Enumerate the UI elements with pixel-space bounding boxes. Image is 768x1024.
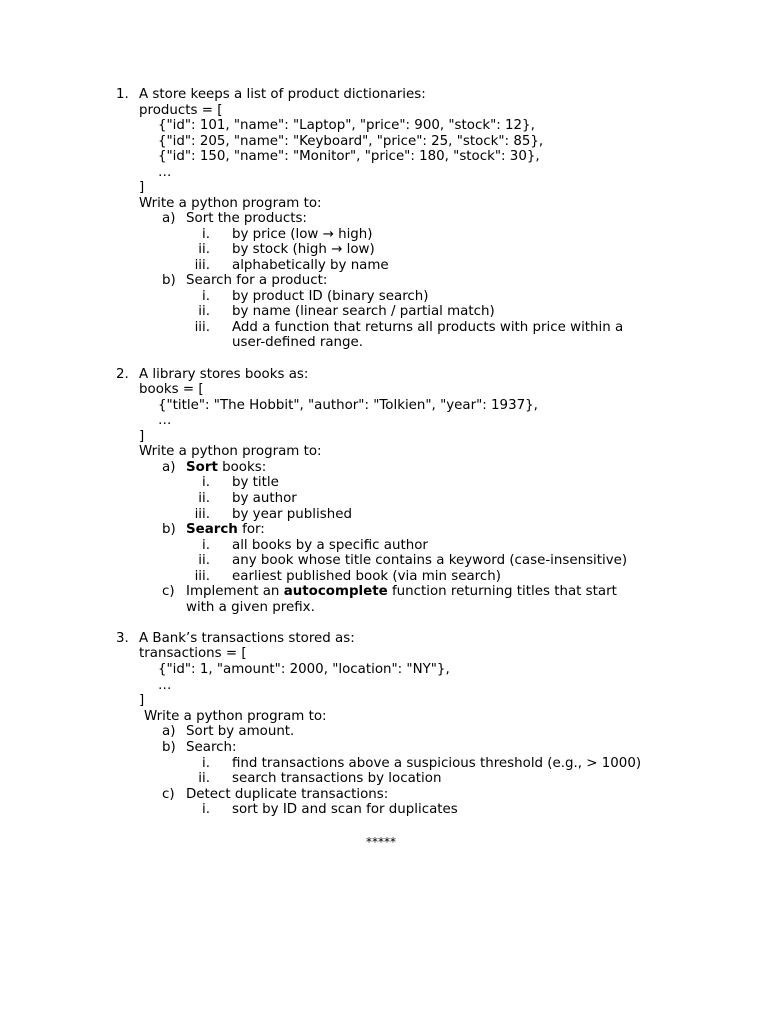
roman-marker: i. (202, 475, 210, 490)
roman-marker: iii. (194, 569, 210, 584)
instruction-line: Write a python program to: (144, 709, 327, 724)
roman-marker: iii. (194, 507, 210, 522)
question-number: 1. (116, 87, 129, 102)
roman-marker: i. (202, 802, 210, 817)
roman-marker: iii. (194, 258, 210, 273)
subitem-marker: a) (162, 460, 176, 475)
instruction-line: Write a python program to: (139, 444, 322, 459)
roman-item-text: by name (linear search / partial match) (232, 304, 495, 319)
code-line: books = [ (139, 382, 204, 397)
roman-item-text: by stock (high → low) (232, 242, 375, 257)
roman-item-text: by author (232, 491, 297, 506)
roman-marker: ii. (198, 771, 210, 786)
roman-marker: ii. (198, 242, 210, 257)
code-line: {"title": "The Hobbit", "author": "Tolkien", "year": 1937}, (158, 398, 538, 413)
subitem-post: function returning titles that start (387, 584, 617, 599)
roman-marker: i. (202, 538, 210, 553)
bold-keyword: Sort (186, 460, 218, 475)
subitem-marker: b) (162, 522, 176, 537)
roman-item-text: by title (232, 475, 279, 490)
question-intro: A store keeps a list of product dictionaries: (139, 87, 426, 102)
code-line: … (158, 165, 172, 180)
code-line: {"id": 150, "name": "Monitor", "price": 180, "stock": 30}, (158, 149, 540, 164)
question-number: 2. (116, 367, 129, 382)
instruction-line: Write a python program to: (139, 196, 322, 211)
subitem-text: Search: (186, 740, 237, 755)
subitem-marker: b) (162, 273, 176, 288)
roman-item-text: find transactions above a suspicious threshold (e.g., > 1000) (232, 756, 642, 771)
subitem-text: Sort by amount. (186, 724, 295, 739)
roman-marker: ii. (198, 304, 210, 319)
roman-item-continuation: user-defined range. (232, 335, 364, 350)
code-line: ] (139, 180, 145, 195)
roman-marker: iii. (194, 320, 210, 335)
subitem-continuation: with a given prefix. (186, 600, 315, 615)
bold-keyword: autocomplete (283, 584, 388, 599)
question-number: 3. (116, 631, 129, 646)
roman-item-text: all books by a specific author (232, 538, 428, 553)
subitem-text: Search for a product: (186, 273, 328, 288)
code-line: ] (139, 429, 145, 444)
code-line: products = [ (139, 103, 223, 118)
code-line: {"id": 205, "name": "Keyboard", "price": 25, "stock": 85}, (158, 134, 544, 149)
code-line: … (158, 678, 172, 693)
subitem-marker: c) (162, 584, 175, 599)
roman-marker: i. (202, 227, 210, 242)
subitem-pre: Implement an (186, 584, 284, 599)
subitem-marker: b) (162, 740, 176, 755)
question-intro: A Bank’s transactions stored as: (139, 631, 355, 646)
roman-marker: i. (202, 756, 210, 771)
bold-keyword: Search (186, 522, 238, 537)
roman-marker: ii. (198, 553, 210, 568)
roman-marker: ii. (198, 491, 210, 506)
roman-item-text: earliest published book (via min search) (232, 569, 501, 584)
roman-item-text: sort by ID and scan for duplicates (232, 802, 458, 817)
subitem-rest: books: (217, 460, 267, 475)
roman-item-text: any book whose title contains a keyword (case-insensitive) (232, 553, 628, 568)
subitem-text (186, 460, 266, 476)
roman-item-text: by price (low → high) (232, 227, 373, 242)
code-line: {"id": 101, "name": "Laptop", "price": 900, "stock": 12}, (158, 118, 535, 133)
roman-item-text: by product ID (binary search) (232, 289, 429, 304)
subitem-text (186, 522, 265, 538)
roman-item-text: Add a function that returns all products with price within a (232, 320, 624, 335)
roman-marker: i. (202, 289, 210, 304)
subitem-rest: for: (237, 522, 265, 537)
subitem-marker: c) (162, 787, 175, 802)
question-intro: A library stores books as: (139, 367, 309, 382)
subitem-marker: a) (162, 724, 176, 739)
code-line: transactions = [ (139, 646, 247, 661)
subitem-marker: a) (162, 211, 176, 226)
code-line: {"id": 1, "amount": 2000, "location": "NY"}, (158, 662, 450, 677)
subitem-text: Detect duplicate transactions: (186, 787, 389, 802)
code-line: ] (139, 693, 145, 708)
roman-item-text: alphabetically by name (232, 258, 389, 273)
code-line: … (158, 413, 172, 428)
roman-item-text: search transactions by location (232, 771, 442, 786)
end-marker: ***** (366, 835, 396, 849)
subitem-text (186, 584, 617, 600)
roman-item-text: by year published (232, 507, 352, 522)
subitem-text: Sort the products: (186, 211, 307, 226)
